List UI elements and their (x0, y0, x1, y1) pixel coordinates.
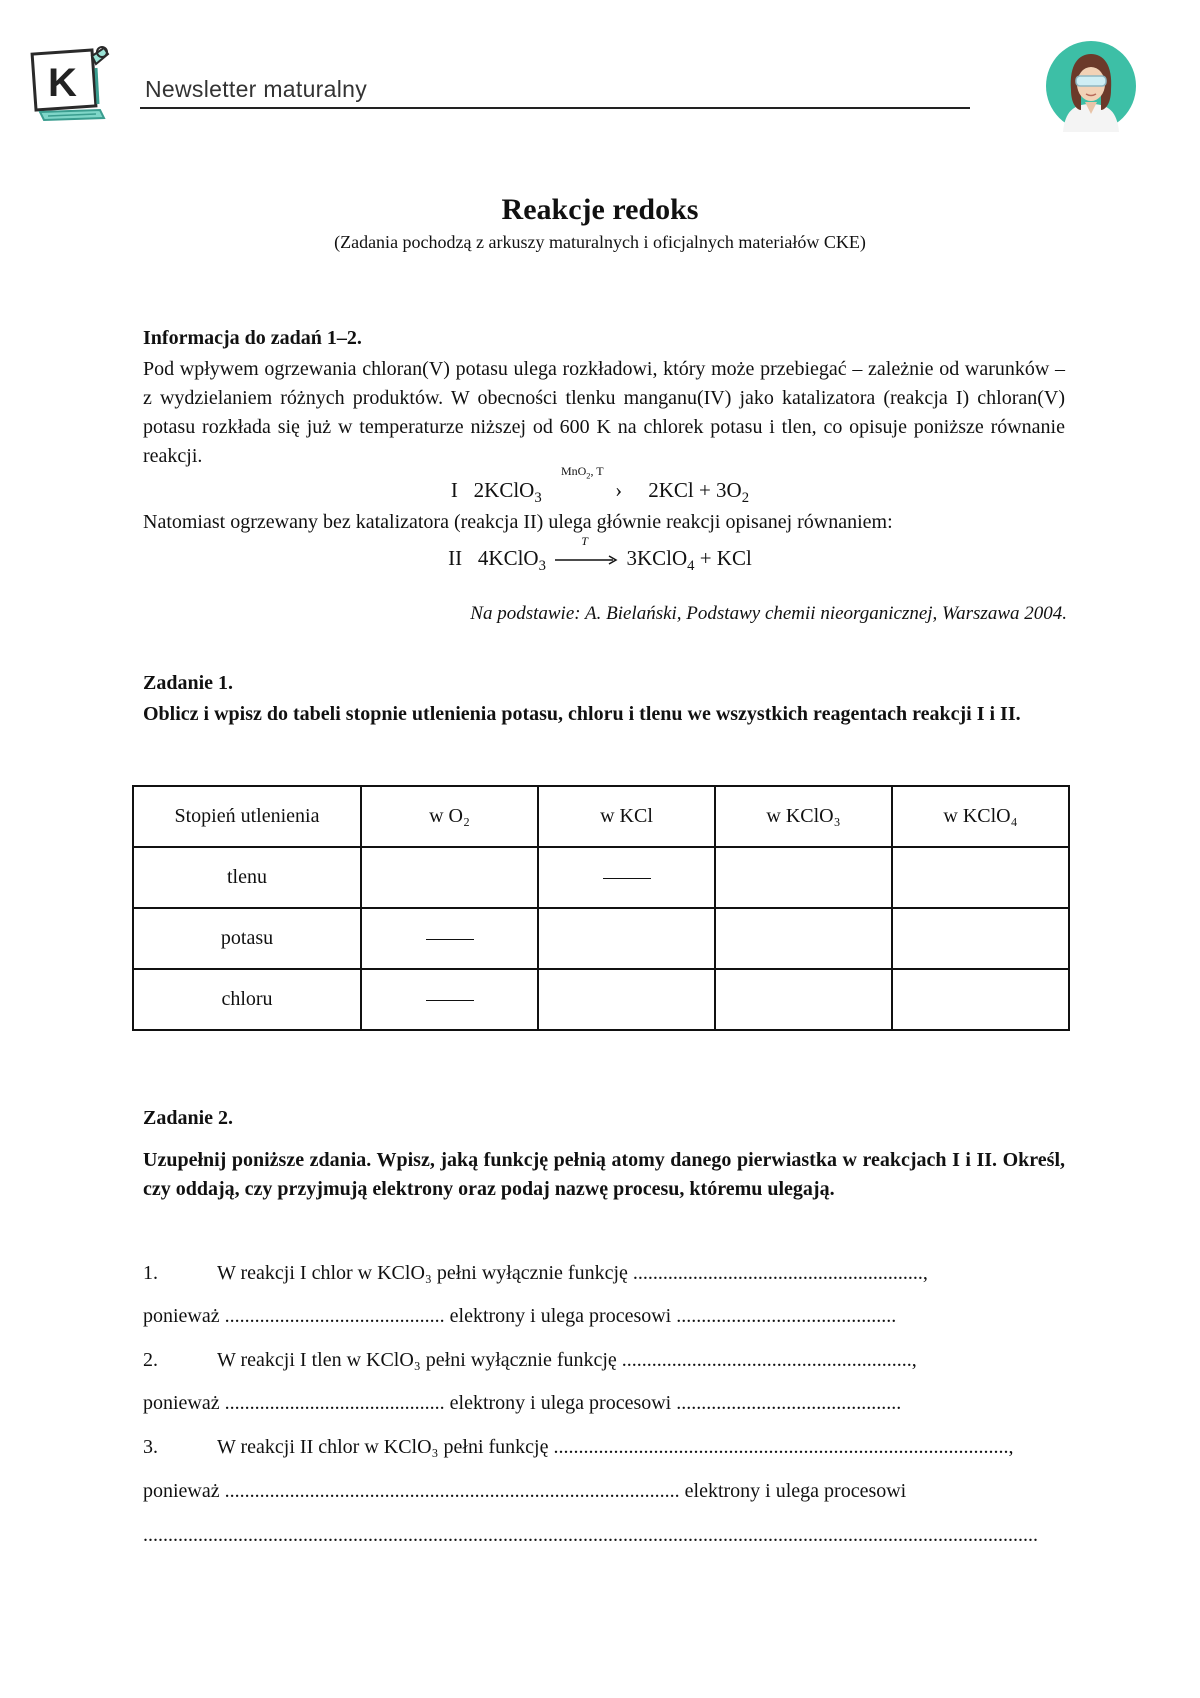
blocked-cell (361, 908, 538, 969)
task2-item-1: 1. W reakcji I chlor w KClO₃ pełni wyłącznie funkcję .........................................................., (143, 1262, 928, 1284)
answer-cell[interactable] (361, 847, 538, 908)
avatar (1045, 40, 1137, 132)
answer-blank[interactable]: ............................................ (676, 1305, 897, 1327)
answer-cell[interactable] (892, 847, 1069, 908)
task1-instruction: Oblicz i wpisz do tabeli stopnie utlenienia potasu, chloru i tlenu we wszystkich reagentach reakcji I i II. (143, 703, 1021, 725)
task2-item-3-cont: ponieważ ........................................................................................... elektrony i ulega procesowi (143, 1480, 907, 1502)
page-subtitle: (Zadania pochodzą z arkuszy maturalnych i oficjalnych materiałów CKE) (334, 232, 866, 252)
answer-cell[interactable] (892, 908, 1069, 969)
eq2-left: 4KClO (477, 546, 539, 570)
task2-item-2-cont: ponieważ ............................................ elektrony i ulega procesowi ............................................. (143, 1392, 902, 1414)
reaction-arrow-icon (553, 554, 619, 566)
answer-cell[interactable] (715, 847, 892, 908)
table-header-row (133, 786, 1069, 847)
answer-blank[interactable]: ................................................................................................................................................................................... (143, 1524, 1038, 1546)
task1-heading: Zadanie 1. (143, 672, 234, 694)
logo-letter: K (48, 61, 77, 105)
table-corner: Stopień utlenienia (133, 786, 361, 847)
answer-blank[interactable]: ............................................ (224, 1305, 445, 1327)
task2-item-2: 2. W reakcji I tlen w KClO₃ pełni wyłącznie funkcję .........................................................., (143, 1349, 917, 1371)
row-label-chloru: chloru (133, 969, 361, 1030)
task2-item-1-cont: ponieważ ............................................ elektrony i ulega procesowi ............................................ (143, 1305, 897, 1327)
answer-cell[interactable] (892, 969, 1069, 1030)
table-row (133, 908, 1069, 969)
row-label-potasu: potasu (133, 908, 361, 969)
answer-blank[interactable]: ............................................ (224, 1392, 445, 1414)
eq1-left-sub: 3 (534, 490, 542, 507)
eq1-right-sub: 2 (741, 490, 750, 507)
eq1-label: I (450, 478, 458, 502)
answer-blank[interactable]: .......................................................... (632, 1262, 923, 1284)
table-col-kcl: w KCl (538, 786, 715, 847)
answer-cell[interactable] (715, 969, 892, 1030)
page-title: Reakcje redoks (501, 193, 699, 226)
info-paragraph: Pod wpływem ogrzewania chloran(V) potasu ulega rozkładowi, który może przebiegać – zależnie od warunków – z wydzielaniem różnych produktów. W obecności tlenku manganu(IV) jako katalizatora (reakcja I) chloran(V) potasu rozkłada się już w temperaturze niższej od 600 K na chlorek potasu i tlen, co opisuje poniższe równanie reakcji. (143, 358, 1065, 467)
eq2-label: II (448, 546, 463, 570)
newsletter-title: Newsletter maturalny (145, 76, 368, 102)
table-row (133, 969, 1069, 1030)
reaction-2-paragraph: Natomiast ogrzewany bez katalizatora (reakcja II) ulega głównie reakcji opisanej równaniem: (143, 511, 893, 533)
eq1-right: 2KCl + 3O (648, 478, 742, 502)
eq2-left-sub: 3 (538, 558, 546, 575)
oxidation-state-table (132, 785, 1070, 1031)
table-col-o2: w O₂ (361, 786, 538, 847)
answer-blank[interactable]: ........................................................................................... (553, 1436, 1009, 1458)
eq2-right2: + KCl (699, 546, 752, 570)
task2-item-3-end (143, 1524, 1065, 1547)
answer-blank[interactable]: ............................................ (676, 1392, 897, 1414)
eq2-condition: T (581, 534, 588, 548)
blocked-cell (361, 969, 538, 1030)
blocked-cell (538, 847, 715, 908)
task2-instruction: Uzupełnij poniższe zdania. Wpisz, jaką funkcję pełnią atomy danego pierwiastka w reakcjach I i II. Określ, czy oddają, czy przyjmują elektrony oraz podaj nazwę procesu, któremu ulegają. (143, 1149, 1065, 1200)
row-label-tlenu: tlenu (133, 847, 361, 908)
answer-blank[interactable]: ........................................................................................... (224, 1480, 680, 1502)
equation-reaction-1: I 2KClO$_3$ MnO$_2$, T › $2KCl + 3O_2$ (450, 464, 750, 507)
info-heading: Informacja do zadań 1–2. (143, 327, 362, 349)
answer-cell[interactable] (715, 908, 892, 969)
task2-heading: Zadanie 2. (143, 1107, 234, 1129)
newsletter-logo (30, 46, 112, 126)
header-divider (140, 107, 970, 109)
answer-cell[interactable] (538, 969, 715, 1030)
eq2-right1: 3KClO (626, 546, 688, 570)
task2-item-3: 3. W reakcji II chlor w KClO₃ pełni funkcję ..........................................................................................., (143, 1436, 1014, 1458)
equation-reaction-2 (0, 534, 1200, 575)
table-col-kclo4: w KClO₄ (892, 786, 1069, 847)
table-row (133, 847, 1069, 908)
table-col-kclo3: w KClO₃ (715, 786, 892, 847)
eq2-right1-sub: 4 (687, 558, 695, 575)
eq1-left: 2KClO (473, 478, 535, 502)
eq1-catalyst: MnO$_2$, T (560, 464, 604, 481)
answer-blank[interactable]: .......................................................... (621, 1349, 912, 1371)
answer-cell[interactable] (538, 908, 715, 969)
source-citation: Na podstawie: A. Bielański, Podstawy chemii nieorganicznej, Warszawa 2004. (470, 603, 1067, 624)
